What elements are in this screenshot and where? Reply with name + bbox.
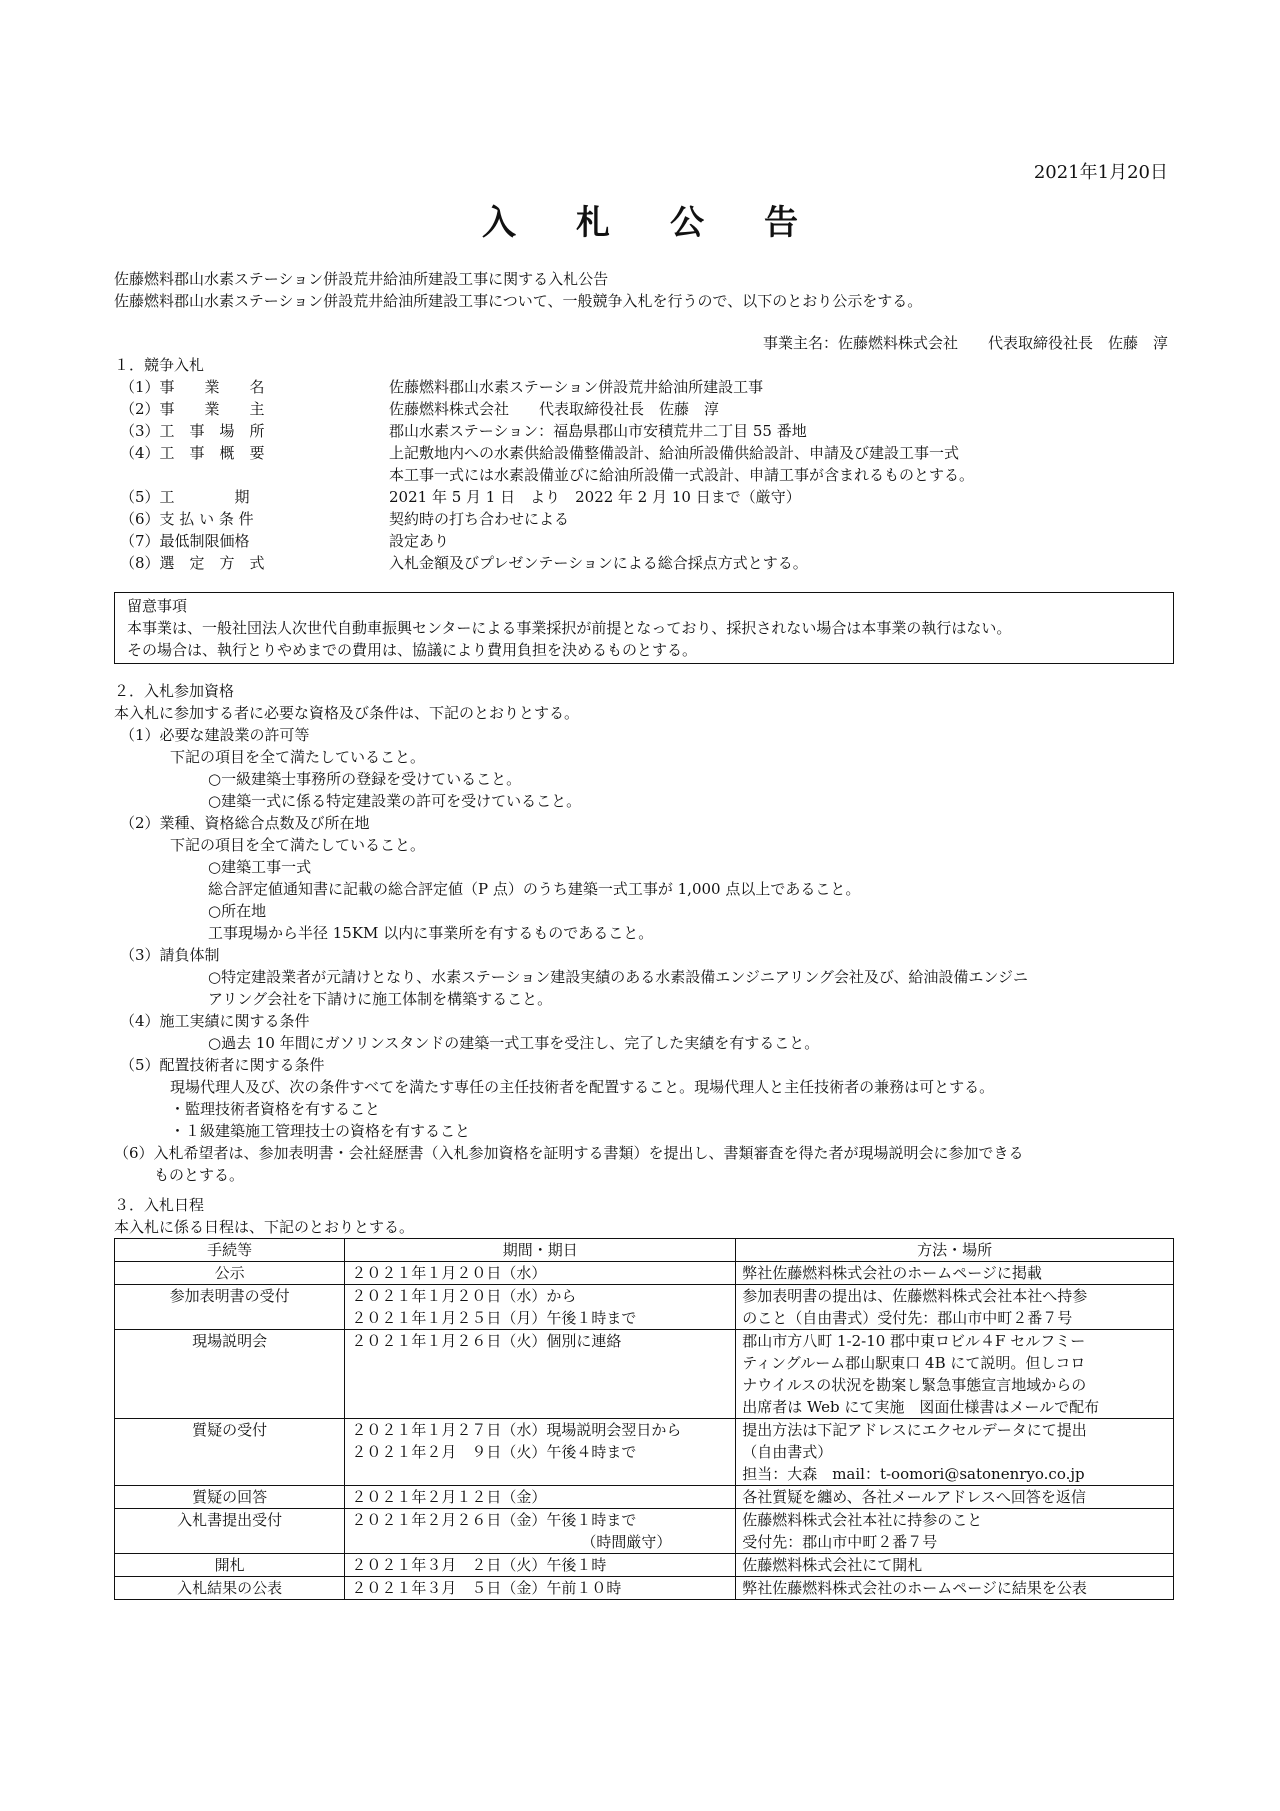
period-cell <box>345 1330 736 1419</box>
list-item: 下記の項目を全て満たしていること。 <box>170 748 426 766</box>
method-line: 弊社佐藤燃料株式会社のホームページに掲載 <box>742 1264 1042 1282</box>
period-line: ２０２１年３月 ５日（金）午前１０時 <box>351 1579 622 1597</box>
method-line: 出席者は Web にて実施 図面仕様書はメールで配布 <box>742 1398 1100 1416</box>
item-value: 2021 年 5 月 1 日 より 2022 年 2 月 10 日まで（厳守） <box>389 488 801 506</box>
section-lead: 本入札に参加する者に必要な資格及び条件は、下記のとおりとする。 <box>114 704 580 722</box>
period-line: ２０２１年２月 ９日（火）午後４時まで <box>351 1443 637 1461</box>
method-line: 担当：大森 mail：t-oomori@satonenryo.co.jp <box>742 1465 1085 1483</box>
list-item: （4）施工実績に関する条件 <box>120 1012 310 1030</box>
procedure-cell: 入札書提出受付 <box>115 1509 345 1554</box>
period-line: ２０２１年１月２７日（水）現場説明会翌日から <box>351 1421 682 1439</box>
period-line: ２０２１年２月２６日（金）午後１時まで <box>351 1511 637 1529</box>
list-item: ○過去 10 年間にガソリンスタンドの建築一式工事を受注し、完了した実績を有すること。 <box>208 1034 820 1052</box>
table-header-row <box>115 1239 1174 1262</box>
item-key: （1）事 業 名 <box>120 378 265 396</box>
item-key: （5）工 期 <box>120 488 250 506</box>
section-qualifications <box>114 680 1174 1186</box>
list-item: （2）業種、資格総合点数及び所在地 <box>120 814 370 832</box>
section-competitive-bidding <box>114 354 1174 574</box>
period-line: （時間厳守） <box>581 1533 672 1551</box>
notice-line-1: 本事業は、一般社団法人次世代自動車振興センターによる事業採択が前提となっており、採択されない場合は本事業の執行はない。 <box>127 619 1012 637</box>
period-line: ２０２１年１月２０日（水）から <box>351 1287 577 1305</box>
method-line: 提出方法は下記アドレスにエクセルデータにて提出 <box>742 1421 1087 1439</box>
list-item <box>114 420 1174 442</box>
period-cell <box>345 1509 736 1554</box>
method-line: 各社質疑を纏め、各社メールアドレスへ回答を返信 <box>742 1488 1086 1506</box>
schedule-table <box>114 1238 1174 1600</box>
section-heading: ３．入札日程 <box>114 1196 205 1214</box>
list-item: （6）入札希望者は、参加表明書・会社経歴書（入札参加資格を証明する書類）を提出し、書類審査を得た者が現場説明会に参加できる <box>114 1144 1024 1162</box>
list-item <box>114 530 1174 552</box>
list-item: ・監理技術者資格を有すること <box>170 1100 381 1118</box>
list-item <box>114 464 1174 486</box>
method-line: 佐藤燃料株式会社本社に持参のこと <box>742 1511 983 1529</box>
method-cell <box>736 1577 1174 1600</box>
item-value: 上記敷地内への水素供給設備整備設計、給油所設備供給設計、申請及び建設工事一式 <box>389 444 960 462</box>
period-cell <box>345 1285 736 1330</box>
item-key: （6）支 払 い 条 件 <box>120 510 254 528</box>
item-value: 契約時の打ち合わせによる <box>389 510 570 528</box>
method-line: のこと（自由書式）受付先：郡山市中町２番７号 <box>742 1309 1073 1327</box>
table-row <box>115 1285 1174 1330</box>
list-item <box>114 552 1174 574</box>
notice-line-2: その場合は、執行とりやめまでの費用は、協議により費用負担を決めるものとする。 <box>127 641 698 659</box>
column-header: 手続等 <box>115 1239 345 1262</box>
procedure-cell: 参加表明書の受付 <box>115 1285 345 1330</box>
method-line: 弊社佐藤燃料株式会社のホームページに結果を公表 <box>742 1579 1087 1597</box>
period-line: ２０２１年３月 ２日（火）午後１時 <box>351 1556 607 1574</box>
table-row <box>115 1554 1174 1577</box>
item-value: 本工事一式には水素設備並びに給油所設備一式設計、申請工事が含まれるものとする。 <box>389 466 975 484</box>
procedure-cell: 質疑の回答 <box>115 1486 345 1509</box>
list-item <box>114 442 1174 464</box>
item-key <box>114 464 389 486</box>
column-header: 方法・場所 <box>736 1239 1174 1262</box>
list-item: ○建築工事一式 <box>208 858 312 876</box>
method-line: ティングルーム郡山駅東口 4B にて説明。但しコロ <box>742 1354 1086 1372</box>
list-item: 現場代理人及び、次の条件すべてを満たす専任の主任技術者を配置すること。現場代理人と主任技術者の兼務は可とする。 <box>170 1078 995 1096</box>
list-item: 下記の項目を全て満たしていること。 <box>170 836 426 854</box>
issue-date: 2021年1月20日 <box>1033 162 1168 183</box>
item-key: （2）事 業 主 <box>120 400 265 418</box>
list-item: アリング会社を下請けに施工体制を構築すること。 <box>208 990 553 1008</box>
method-cell <box>736 1262 1174 1285</box>
intro-line-2: 佐藤燃料郡山水素ステーション併設荒井給油所建設工事について、一般競争入札を行うので、以下のとおり公示をする。 <box>114 292 923 310</box>
method-cell <box>736 1509 1174 1554</box>
list-item: （1）必要な建設業の許可等 <box>120 726 310 744</box>
list-item: 総合評定値通知書に記載の総合評定値（P 点）のうち建築一式工事が 1,000 点以上であること。 <box>208 880 861 898</box>
list-item: ○一級建築士事務所の登録を受けていること。 <box>208 770 522 788</box>
table-row <box>115 1577 1174 1600</box>
item-key: （8）選 定 方 式 <box>120 554 265 572</box>
method-line: 郡山市方八町 1-2-10 郡中東ロビル４F セルフミー <box>742 1332 1086 1350</box>
item-key: （7）最低制限価格 <box>120 532 250 550</box>
list-item: ○所在地 <box>208 902 267 920</box>
notice-box <box>114 592 1174 664</box>
item-value: 郡山水素ステーション：福島県郡山市安積荒井二丁目 55 番地 <box>389 422 807 440</box>
list-item: ○特定建設業者が元請けとなり、水素ステーション建設実績のある水素設備エンジニアリング会社及び、給油設備エンジニ <box>208 968 1028 986</box>
table-row <box>115 1509 1174 1554</box>
table-body <box>115 1262 1174 1600</box>
section-schedule <box>114 1194 1174 1238</box>
method-line: ナウイルスの状況を勘案し緊急事態宣言地域からの <box>742 1376 1087 1394</box>
method-line: 受付先：郡山市中町２番７号 <box>742 1533 938 1551</box>
method-line: 参加表明書の提出は、佐藤燃料株式会社本社へ持参 <box>742 1287 1088 1305</box>
page-title: 入札公告 <box>482 203 858 243</box>
procedure-cell: 入札結果の公表 <box>115 1577 345 1600</box>
table-row <box>115 1330 1174 1419</box>
section-heading: ２．入札参加資格 <box>114 682 235 700</box>
item-value: 佐藤燃料郡山水素ステーション併設荒井給油所建設工事 <box>389 378 764 396</box>
procedure-cell: 公示 <box>115 1262 345 1285</box>
list-item: ○建築一式に係る特定建設業の許可を受けていること。 <box>208 792 582 810</box>
section-rows <box>114 376 1174 574</box>
method-cell <box>736 1330 1174 1419</box>
table-row <box>115 1419 1174 1486</box>
item-value: 入札金額及びプレゼンテーションによる総合採点方式とする。 <box>389 554 808 572</box>
item-value: 設定あり <box>389 532 450 550</box>
method-line: 佐藤燃料株式会社にて開札 <box>742 1556 923 1574</box>
list-item <box>114 398 1174 420</box>
list-item: 工事現場から半径 15KM 以内に事業所を有するものであること。 <box>208 924 654 942</box>
table-row <box>115 1262 1174 1285</box>
period-cell <box>345 1486 736 1509</box>
table-row <box>115 1486 1174 1509</box>
section-lead: 本入札に係る日程は、下記のとおりとする。 <box>114 1218 415 1236</box>
period-line: ２０２１年１月２５日（月）午後１時まで <box>351 1309 637 1327</box>
qualification-items <box>114 724 1174 1186</box>
intro-line-1: 佐藤燃料郡山水素ステーション併設荒井給油所建設工事に関する入札公告 <box>114 270 609 288</box>
period-line: ２０２１年１月２０日（水） <box>351 1264 547 1282</box>
list-item: （3）請負体制 <box>120 946 220 964</box>
method-cell <box>736 1419 1174 1486</box>
item-key: （4）工 事 概 要 <box>120 444 265 462</box>
period-cell <box>345 1419 736 1486</box>
section-heading: １．競争入札 <box>114 356 205 374</box>
period-cell <box>345 1262 736 1285</box>
notice-heading: 留意事項 <box>127 597 188 615</box>
method-cell <box>736 1486 1174 1509</box>
period-line: ２０２１年１月２６日（火）個別に連絡 <box>351 1332 622 1350</box>
period-cell <box>345 1554 736 1577</box>
list-item: （5）配置技術者に関する条件 <box>120 1056 325 1074</box>
list-item <box>114 486 1174 508</box>
period-line: ２０２１年２月１２日（金） <box>351 1488 547 1506</box>
item-key: （3）工 事 場 所 <box>120 422 265 440</box>
procedure-cell: 質疑の受付 <box>115 1419 345 1486</box>
period-cell <box>345 1577 736 1600</box>
column-header: 期間・期日 <box>345 1239 736 1262</box>
method-cell <box>736 1554 1174 1577</box>
method-cell <box>736 1285 1174 1330</box>
list-item <box>114 376 1174 398</box>
sponsor-name: 事業主名：佐藤燃料株式会社 代表取締役社長 佐藤 淳 <box>762 334 1168 352</box>
list-item: ・１級建築施工管理技士の資格を有すること <box>170 1122 471 1140</box>
method-line: （自由書式） <box>742 1443 833 1461</box>
procedure-cell: 開札 <box>115 1554 345 1577</box>
list-item <box>114 508 1174 530</box>
procedure-cell: 現場説明会 <box>115 1330 345 1419</box>
intro-block <box>114 268 1174 312</box>
item-value: 佐藤燃料株式会社 代表取締役社長 佐藤 淳 <box>389 400 720 418</box>
list-item: ものとする。 <box>154 1166 245 1184</box>
